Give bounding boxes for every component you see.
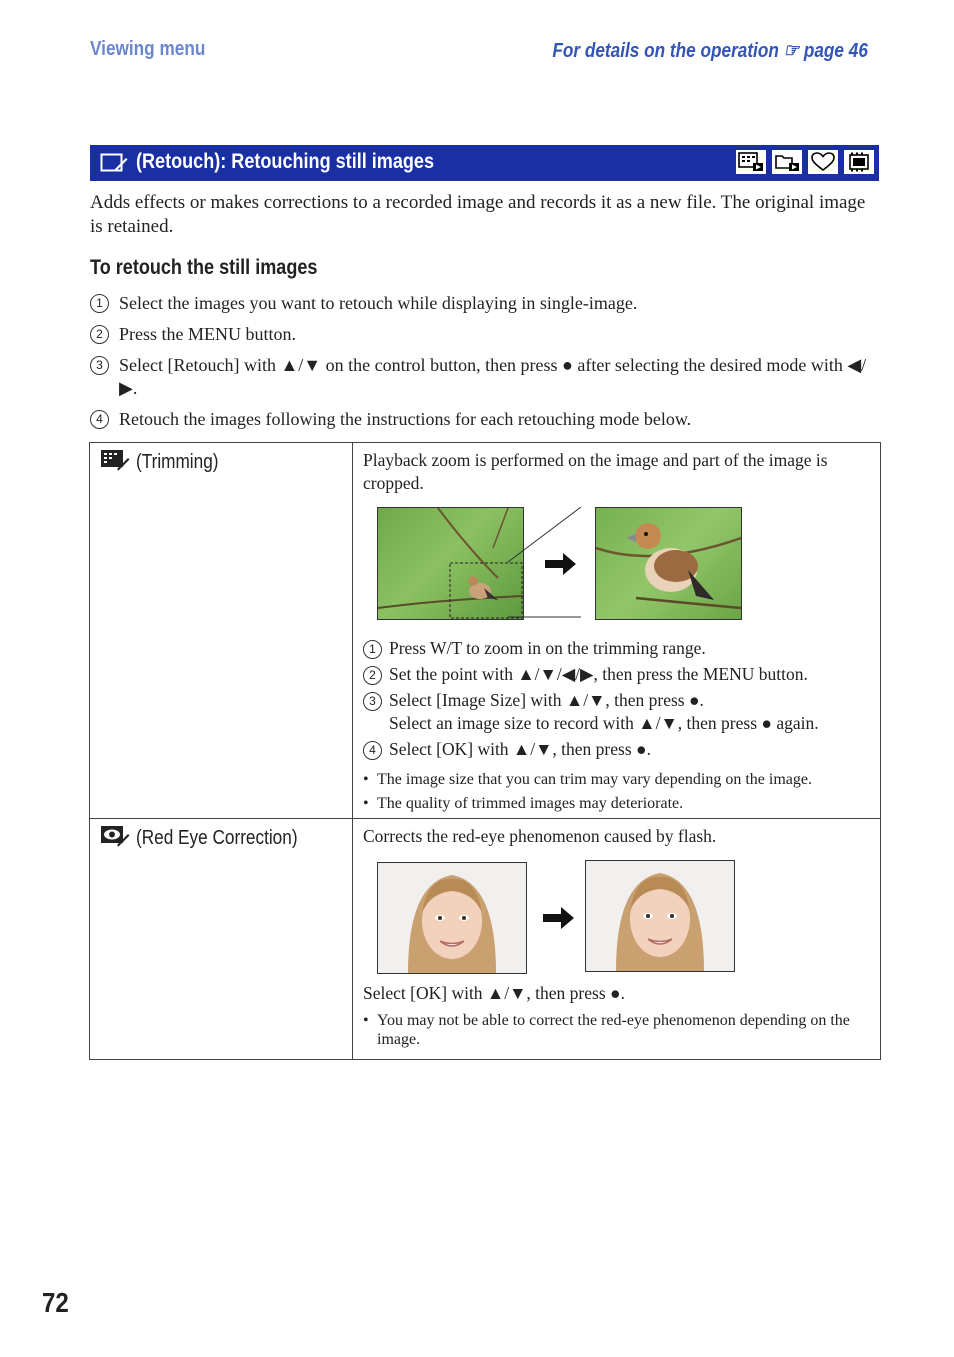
section-header: Viewing menu xyxy=(90,38,206,60)
trimmed-bird-image xyxy=(595,507,742,620)
instruction-text: Press W/T to zoom in on the trimming range. xyxy=(389,638,706,658)
step-text: Select the images you want to retouch while displaying in single-image. xyxy=(119,293,638,313)
instruction-text: Select [OK] with ▲/▼, then press ●. xyxy=(389,739,651,759)
note-item: • The quality of trimmed images may deteriorate. xyxy=(363,794,870,813)
instruction-text-secondary: Select an image size to record with ▲/▼, then press ● again. xyxy=(389,713,819,733)
trimming-illustration xyxy=(363,507,870,629)
face-after-image xyxy=(585,860,735,972)
mode-icons xyxy=(735,149,875,175)
step-number: 2 xyxy=(90,325,109,344)
step-text: Retouch the images following the instructions for each retouching mode below. xyxy=(119,409,692,429)
instruction-item xyxy=(363,637,870,660)
mode-name-cell xyxy=(90,819,353,1060)
step-item xyxy=(90,292,880,315)
arrow-right-icon xyxy=(545,552,577,576)
original-bird-image xyxy=(377,507,524,620)
instruction-number: 4 xyxy=(363,741,382,760)
intro-paragraph: Adds effects or makes corrections to a recorded image and records it as a new file. The original image is retained. xyxy=(90,192,866,237)
mode-description-cell xyxy=(353,819,881,1060)
favorites-icon xyxy=(807,149,839,175)
red-eye-correction-icon xyxy=(100,825,130,852)
step-item xyxy=(90,354,880,400)
step-item xyxy=(90,408,880,431)
instruction-item xyxy=(363,738,870,761)
mode-name-cell xyxy=(90,443,353,819)
instruction-text: Select [OK] with ▲/▼, then press ●. xyxy=(363,983,625,1003)
step-number: 1 xyxy=(90,294,109,313)
retouch-modes-table xyxy=(89,442,881,1060)
face-before-image xyxy=(377,862,527,974)
step-number: 3 xyxy=(90,356,109,375)
index-icon xyxy=(843,149,875,175)
details-page-link[interactable]: page 46 xyxy=(803,40,868,62)
steps-list xyxy=(90,292,880,439)
mode-description: Playback zoom is performed on the image and part of the image is cropped. xyxy=(363,450,828,493)
subheading: To retouch the still images xyxy=(90,256,318,279)
step-text: Press the MENU button. xyxy=(119,324,296,344)
instruction-number: 1 xyxy=(363,640,382,659)
step-item xyxy=(90,323,880,346)
instruction-item xyxy=(363,663,870,686)
note-item: • You may not be able to correct the red-eye phenomenon depending on the image. xyxy=(363,1011,870,1049)
instruction-item xyxy=(363,689,870,735)
step-text: Select [Retouch] with ▲/▼ on the control button, then press ● after selecting the desired mode with ◀/▶. xyxy=(119,355,867,398)
section-title: (Retouch): Retouching still images xyxy=(136,150,435,173)
details-reference xyxy=(552,38,868,63)
folder-playback-icon xyxy=(771,149,803,175)
instruction-number: 3 xyxy=(363,692,382,711)
title-bar xyxy=(90,145,879,181)
mode-description: Corrects the red-eye phenomenon caused by flash. xyxy=(363,826,717,846)
mode-description-cell xyxy=(353,443,881,819)
single-image-icon xyxy=(735,149,767,175)
mode-name-label: (Red Eye Correction) xyxy=(136,827,298,849)
hand-pointer-icon: ☞ xyxy=(783,40,800,62)
step-number: 4 xyxy=(90,410,109,429)
instruction-text: Select [Image Size] with ▲/▼, then press ●. xyxy=(389,690,704,710)
retouch-icon xyxy=(100,152,128,179)
details-text: For details on the operation xyxy=(552,40,779,62)
table-row xyxy=(90,443,881,819)
page-number: 72 xyxy=(42,1287,69,1318)
table-row xyxy=(90,819,881,1060)
red-eye-illustration xyxy=(363,860,870,974)
trimming-icon xyxy=(100,449,130,476)
instruction-number: 2 xyxy=(363,666,382,685)
arrow-right-icon xyxy=(543,906,575,930)
instruction-text: Set the point with ▲/▼/◀/▶, then press the MENU button. xyxy=(389,664,808,684)
note-item: • The image size that you can trim may vary depending on the image. xyxy=(363,770,870,789)
mode-name-label: (Trimming) xyxy=(136,451,219,473)
